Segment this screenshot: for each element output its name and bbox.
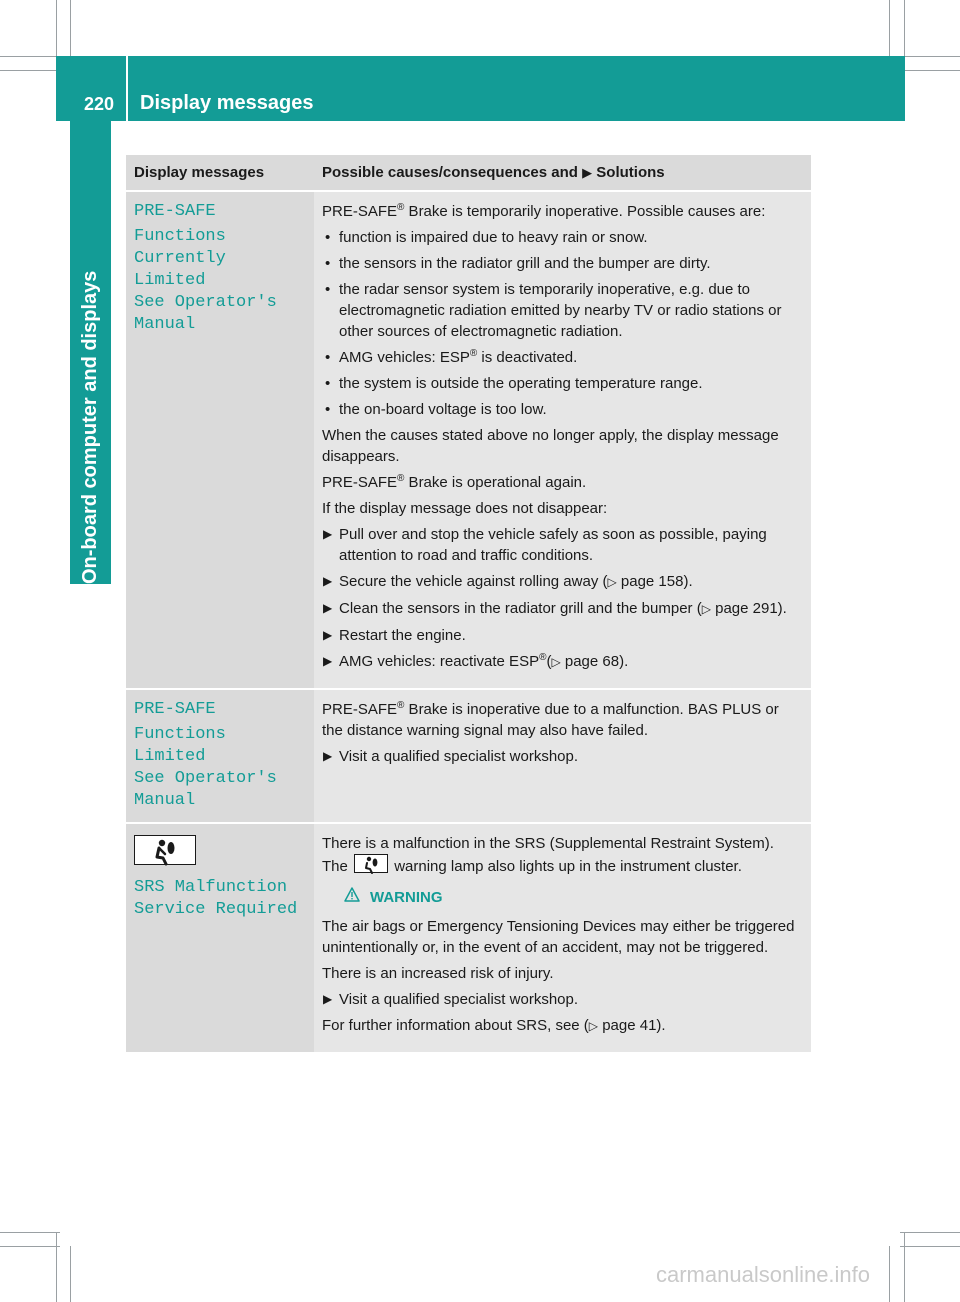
message-line: Currently Limited xyxy=(134,249,226,290)
message-line: Manual xyxy=(134,791,196,810)
paragraph: When the causes stated above no longer apply, the display message disappears. xyxy=(322,427,779,465)
display-message-text xyxy=(134,699,306,812)
display-message-text xyxy=(134,877,306,921)
crop-mark xyxy=(0,1232,60,1233)
text: PRE-SAFE xyxy=(322,474,398,491)
crop-mark xyxy=(904,1232,905,1302)
text: page 291). xyxy=(710,600,787,617)
registered-mark: ® xyxy=(539,652,547,663)
column-header-text: Solutions xyxy=(596,164,665,181)
text: warning lamp also lights up in the instrument cluster. xyxy=(394,858,742,875)
text: Secure the vehicle against rolling away ( xyxy=(339,573,608,590)
action-step xyxy=(322,598,803,620)
page-ref-icon: ▷ xyxy=(588,1019,599,1033)
action-step xyxy=(322,571,803,593)
bullet-item: • the on-board voltage is too low. xyxy=(322,399,803,420)
text: AMG vehicles: reactivate ESP xyxy=(339,653,540,670)
text: For further information about SRS, see ( xyxy=(322,1017,589,1034)
registered-mark: ® xyxy=(397,700,405,711)
column-header-text: Possible causes/consequences and xyxy=(322,164,578,181)
watermark: carmanualsonline.info xyxy=(656,1262,871,1287)
action-step: ▶ Visit a qualified specialist workshop. xyxy=(322,746,803,767)
chapter-title: On-board computer and displays xyxy=(79,270,101,584)
paragraph: The air bags or Emergency Tensioning Devices may either be triggered unintentionally or, in the event of an accident, may not be triggered. xyxy=(322,918,795,956)
paragraph xyxy=(322,699,803,741)
registered-mark: ® xyxy=(469,348,478,359)
page-number: 220 xyxy=(84,94,115,114)
text: page 158). xyxy=(616,573,693,590)
page-ref-icon: ▷ xyxy=(701,602,711,616)
text: AMG vehicles: ESP xyxy=(339,349,470,366)
page-title: Display messages xyxy=(140,92,314,114)
paragraph xyxy=(322,472,803,493)
text: page 41). xyxy=(598,1017,666,1034)
crop-mark xyxy=(70,0,71,60)
bullet-item: • function is impaired due to heavy rain or snow. xyxy=(322,227,803,248)
warning-label: WARNING xyxy=(370,889,443,906)
text: Brake is inoperative due to a malfunction. BAS PLUS or the distance warning signal may also have failed. xyxy=(322,701,779,739)
causes-solutions-cell xyxy=(314,689,811,823)
warning-triangle-icon xyxy=(344,887,360,908)
crop-mark xyxy=(904,0,905,60)
causes-solutions-cell xyxy=(314,823,811,1053)
solution-arrow-icon: ▶ xyxy=(582,165,593,180)
registered-mark: ® xyxy=(397,473,405,484)
message-line: Functions Limited xyxy=(134,725,226,766)
header-divider xyxy=(126,56,128,121)
action-step: ▶ Restart the engine. xyxy=(322,625,803,646)
message-line: Functions xyxy=(134,227,226,246)
crop-mark xyxy=(900,1246,960,1247)
airbag-warning-lamp-icon xyxy=(354,854,388,873)
paragraph xyxy=(322,201,803,222)
text: There is a malfunction in the SRS (Supplemental Restraint System). The xyxy=(322,835,774,875)
table-header-row xyxy=(126,155,811,191)
action-step: ▶ Pull over and stop the vehicle safely as soon as possible, paying attention to road and traffic conditions. xyxy=(322,524,803,566)
text: Clean the sensors in the radiator grill and the bumper ( xyxy=(339,600,702,617)
warning-heading xyxy=(344,887,803,908)
text: PRE-SAFE xyxy=(322,701,398,718)
bullet-item xyxy=(322,347,803,368)
message-line: SRS Malfunction xyxy=(134,878,288,897)
crop-mark xyxy=(56,1232,57,1302)
action-step xyxy=(322,651,803,673)
message-line: Service Required xyxy=(134,900,298,919)
message-line: PRE-SAFE xyxy=(134,202,216,221)
airbag-warning-lamp-icon xyxy=(134,835,196,865)
message-line: PRE-SAFE xyxy=(134,700,216,719)
text: ( xyxy=(546,653,552,670)
crop-mark xyxy=(56,0,57,60)
crop-mark xyxy=(889,0,890,60)
text: Brake is operational again. xyxy=(404,474,587,491)
column-header-display-messages: Display messages xyxy=(126,155,314,191)
crop-mark xyxy=(889,1246,890,1302)
paragraph: If the display message does not disappear: xyxy=(322,500,608,517)
column-header-causes-solutions xyxy=(314,155,811,191)
crop-mark xyxy=(0,1246,60,1247)
message-line: Manual xyxy=(134,315,196,334)
paragraph xyxy=(322,833,803,877)
paragraph: There is an increased risk of injury. xyxy=(322,965,554,982)
text: is deactivated. xyxy=(477,349,578,366)
crop-mark xyxy=(0,70,60,71)
page-ref-icon: ▷ xyxy=(551,655,561,669)
causes-solutions-cell xyxy=(314,191,811,689)
bullet-item: • the system is outside the operating temperature range. xyxy=(322,373,803,394)
message-line: See Operator's xyxy=(134,293,277,312)
table-row xyxy=(126,191,811,689)
registered-mark: ® xyxy=(397,202,405,213)
display-message-cell xyxy=(126,689,314,823)
crop-mark xyxy=(900,56,960,57)
crop-mark xyxy=(900,1232,960,1233)
display-message-cell xyxy=(126,823,314,1053)
table-row xyxy=(126,823,811,1053)
message-line: See Operator's xyxy=(134,769,277,788)
table-row xyxy=(126,689,811,823)
display-message-text xyxy=(134,201,306,336)
crop-mark xyxy=(0,56,60,57)
chapter-side-tab xyxy=(70,120,111,584)
text: PRE-SAFE xyxy=(322,203,398,220)
bullet-item: • the radar sensor system is temporarily inoperative, e.g. due to electromagnetic radiation emitted by nearby TV or radio stations or other sources of electromagnetic radiation. xyxy=(322,279,803,342)
bullet-item: • the sensors in the radiator grill and the bumper are dirty. xyxy=(322,253,803,274)
page-ref-icon: ▷ xyxy=(607,575,617,589)
crop-mark xyxy=(70,1246,71,1302)
text: Brake is temporarily inoperative. Possible causes are: xyxy=(404,203,766,220)
text: page 68). xyxy=(560,653,629,670)
display-messages-table xyxy=(126,155,811,1054)
crop-mark xyxy=(900,70,960,71)
display-message-cell xyxy=(126,191,314,689)
paragraph xyxy=(322,1015,803,1037)
action-step: ▶ Visit a qualified specialist workshop. xyxy=(322,989,803,1010)
